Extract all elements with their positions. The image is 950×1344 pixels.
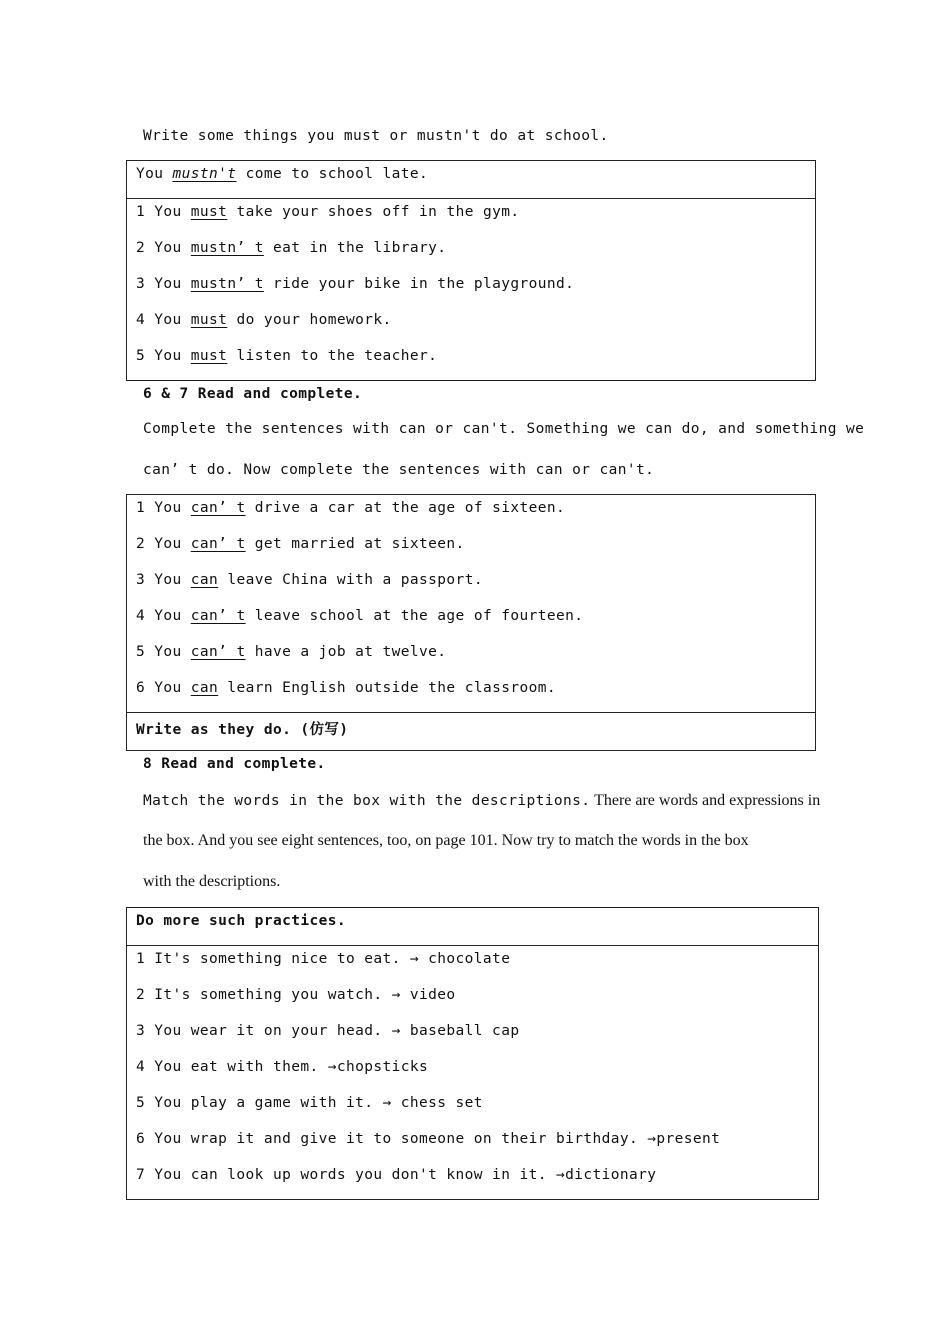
list-item: 6 You can learn English outside the classroom. (136, 680, 556, 696)
answer-modal: can’ t (190, 500, 246, 516)
answer-modal: mustn’ t (190, 276, 264, 292)
divider (127, 198, 815, 199)
list-item: 3 You wear it on your head. → baseball cap (136, 1023, 520, 1039)
section-heading-8: 8 Read and complete. (143, 756, 326, 772)
divider (127, 712, 815, 713)
example-sentence: You mustn't come to school late. (136, 166, 429, 182)
paragraph-line: with the descriptions. (143, 873, 281, 890)
list-item: 5 You can’ t have a job at twelve. (136, 644, 447, 660)
must-table (126, 160, 816, 381)
answer-modal: can’ t (190, 536, 246, 552)
list-item: 1 You must take your shoes off in the gym. (136, 204, 520, 220)
paragraph-line: the box. And you see eight sentences, too, on page 101. Now try to match the words in the box (143, 832, 749, 849)
paragraph-line: Match the words in the box with the descriptions. There are words and expressions in (143, 792, 821, 809)
paragraph-line: Complete the sentences with can or can't. Something we can do, and something we (143, 421, 865, 437)
paragraph-line: can’ t do. Now complete the sentences with can or can't. (143, 462, 655, 478)
answer-modal: must (190, 204, 228, 220)
list-item: 5 You play a game with it. → chess set (136, 1095, 483, 1111)
table-footer: Write as they do. (仿写) (136, 722, 349, 738)
box-header: Do more such practices. (136, 913, 346, 929)
list-item: 2 You can’ t get married at sixteen. (136, 536, 465, 552)
list-item: 2 It's something you watch. → video (136, 987, 456, 1003)
list-item: 3 You can leave China with a passport. (136, 572, 483, 588)
list-item: 4 You eat with them. →chopsticks (136, 1059, 429, 1075)
can-table (126, 494, 816, 751)
match-table (126, 907, 819, 1200)
example-modal: mustn't (172, 166, 237, 182)
list-item: 4 You must do your homework. (136, 312, 392, 328)
list-item: 5 You must listen to the teacher. (136, 348, 438, 364)
list-item: 3 You mustn’ t ride your bike in the playground. (136, 276, 575, 292)
answer-modal: can (190, 572, 219, 588)
answer-modal: can’ t (190, 608, 246, 624)
answer-modal: mustn’ t (190, 240, 264, 256)
list-item: 2 You mustn’ t eat in the library. (136, 240, 447, 256)
answer-modal: must (190, 312, 228, 328)
answer-modal: can’ t (190, 644, 246, 660)
answer-modal: must (190, 348, 228, 364)
section-heading-6-7: 6 & 7 Read and complete. (143, 386, 363, 402)
instruction-must: Write some things you must or mustn't do at school. (143, 128, 609, 144)
list-item: 6 You wrap it and give it to someone on their birthday. →present (136, 1131, 721, 1147)
answer-modal: can (190, 680, 219, 696)
list-item: 7 You can look up words you don't know in it. →dictionary (136, 1167, 657, 1183)
list-item: 1 You can’ t drive a car at the age of sixteen. (136, 500, 566, 516)
list-item: 1 It's something nice to eat. → chocolate (136, 951, 511, 967)
list-item: 4 You can’ t leave school at the age of fourteen. (136, 608, 584, 624)
divider (127, 945, 818, 946)
